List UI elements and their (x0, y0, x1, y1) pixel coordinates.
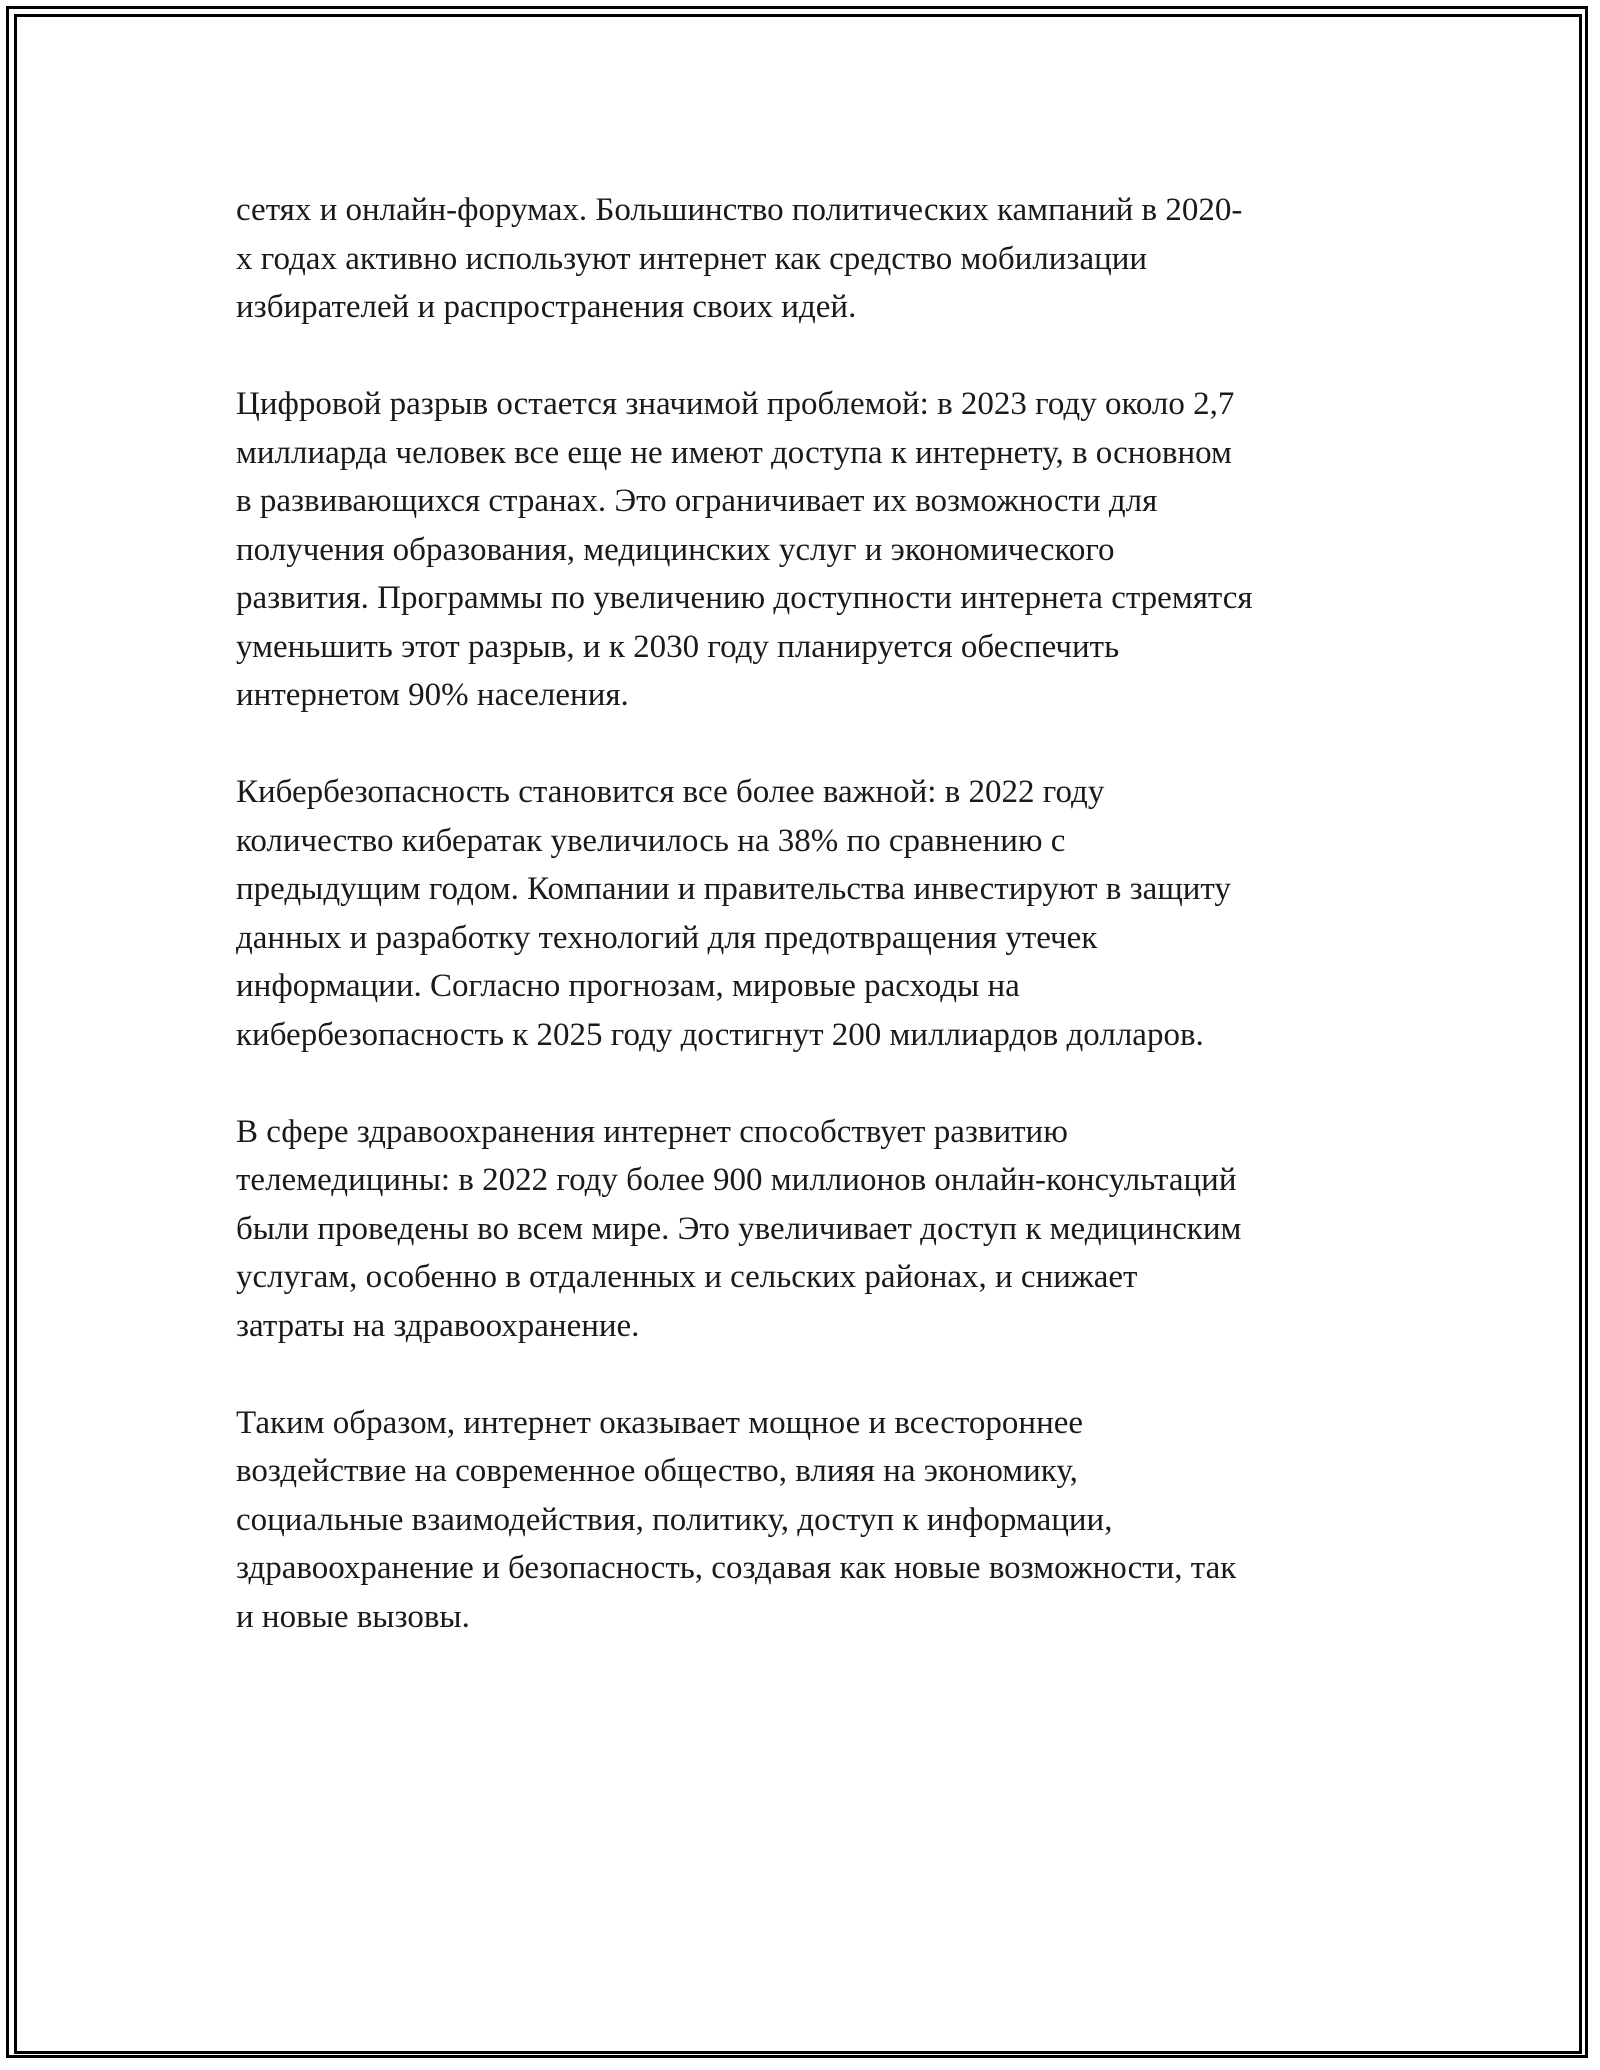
text-line: социальные взаимодействия, политику, доступ к информации, (236, 1501, 1113, 1538)
text-line: предыдущим годом. Компании и правительства инвестируют в защиту (236, 871, 1231, 907)
text-line: Цифровой разрыв остается значимой проблемой: в 2023 году около 2,7 (236, 386, 1235, 422)
text-line: воздействие на современное общество, влияя на экономику, (236, 1453, 1078, 1489)
paragraph-telemedicine (236, 1108, 1366, 1351)
text-line: Кибербезопасность становится все более важной: в 2022 году (236, 774, 1105, 810)
text-line: х годах активно используют интернет как средство мобилизации (236, 240, 1148, 277)
text-line: Таким образом, интернет оказывает мощное и всестороннее (236, 1404, 1084, 1441)
text-line: и новые вызовы. (236, 1598, 470, 1635)
text-line: интернетом 90% населения. (236, 677, 629, 713)
text-line: кибербезопасность к 2025 году достигнут 200 миллиардов долларов. (236, 1016, 1204, 1053)
text-line: уменьшить этот разрыв, и к 2030 году планируется обеспечить (236, 628, 1120, 665)
text-line: получения образования, медицинских услуг и экономического (236, 531, 1115, 568)
paragraph-politics (236, 186, 1366, 332)
text-line: услугам, особенно в отдаленных и сельских районах, и снижает (236, 1259, 1138, 1295)
text-line: сетях и онлайн-форумах. Большинство политических кампаний в 2020- (236, 192, 1243, 228)
paragraph-conclusion (236, 1399, 1366, 1642)
text-line: данных и разработку технологий для предотвращения утечек (236, 919, 1098, 956)
document-body (236, 186, 1366, 1690)
text-line: В сфере здравоохранения интернет способствует развитию (236, 1113, 1068, 1150)
text-line: количество кибератак увеличилось на 38% по сравнению с (236, 822, 1066, 859)
paragraph-cybersecurity (236, 768, 1366, 1059)
text-line: в развивающихся странах. Это ограничивает их возможности для (236, 483, 1158, 519)
text-line: информации. Согласно прогнозам, мировые расходы на (236, 968, 1020, 1004)
text-line: затраты на здравоохранение. (236, 1307, 640, 1344)
text-line: были проведены во всем мире. Это увеличивает доступ к медицинским (236, 1210, 1242, 1247)
text-line: избирателей и распространения своих идей. (236, 289, 857, 325)
text-line: здравоохранение и безопасность, создавая как новые возможности, так (236, 1550, 1237, 1586)
text-line: развития. Программы по увеличению доступности интернета стремятся (236, 580, 1253, 616)
paragraph-digital-divide (236, 380, 1366, 720)
text-line: миллиарда человек все еще не имеют доступа к интернету, в основном (236, 434, 1232, 471)
text-line: телемедицины: в 2022 году более 900 миллионов онлайн-консультаций (236, 1162, 1237, 1198)
